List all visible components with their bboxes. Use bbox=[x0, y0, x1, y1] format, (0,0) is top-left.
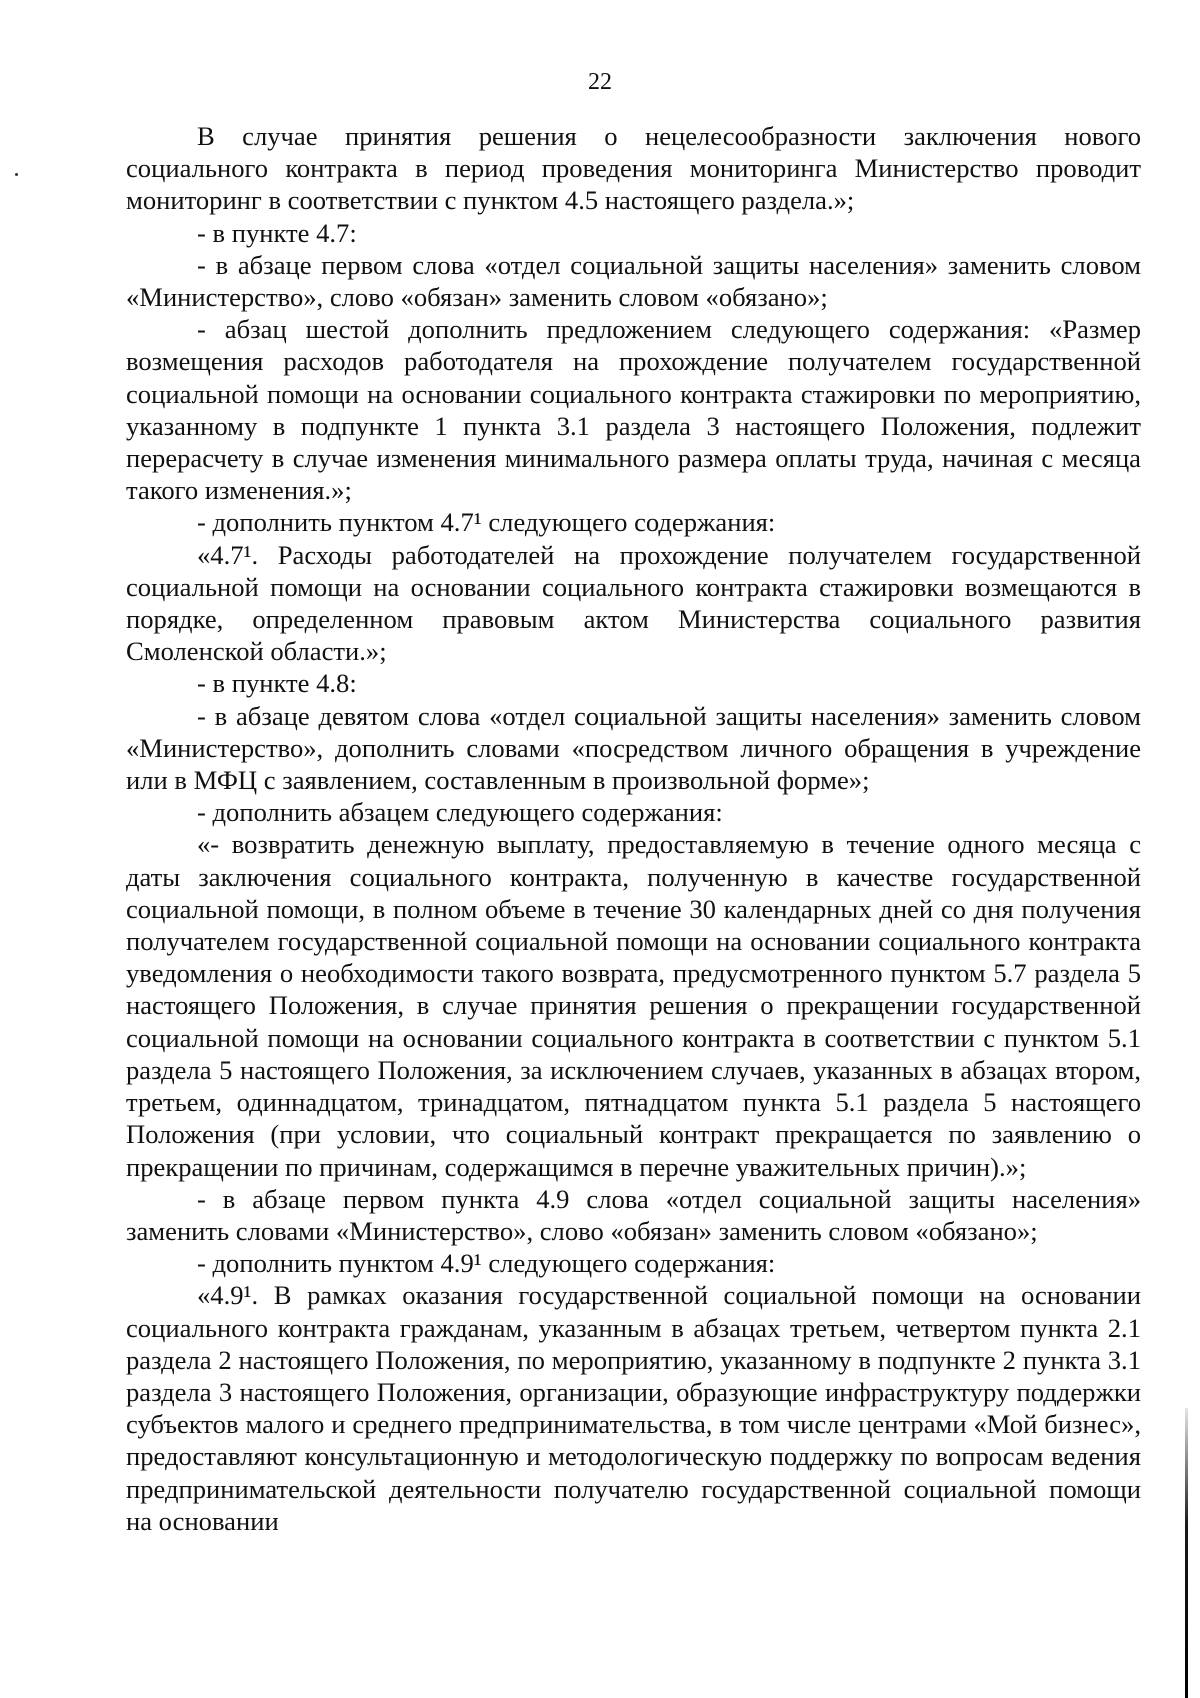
paragraph: - в пункте 4.8: bbox=[197, 668, 357, 699]
paragraph: - дополнить пунктом 4.7¹ следующего содержания: bbox=[197, 507, 776, 538]
paragraph: В случае принятия решения о нецелесообразности заключения нового социального контракта в период проведения мониторинга Министерство проводит мониторинг в соответствии с пунктом 4.5 настоящего раздела.»; bbox=[126, 121, 1141, 216]
paragraph: «- возвратить денежную выплату, предоставляемую в течение одного месяца с даты заключения социального контракта, полученную в качестве государственной социальной помощи, в полном объеме в течение 30 календарных дней со дня получения получателем государственной социальной помощи на основании социального контракта уведомления о необходимости такого возврата, предусмотренного пунктом 5.7 раздела 5 настоящего Положения, в случае принятия решения о прекращении государственной социальной помощи на основании социального контракта в соответствии с пунктом 5.1 раздела 5 настоящего Положения, за исключением случаев, указанных в абзацах втором, третьем, одиннадцатом, тринадцатом, пятнадцатом пункта 5.1 раздела 5 настоящего Положения (при условии, что социальный контракт прекращается по заявлению о прекращении по причинам, содержащимся в перечне уважительных причин).»; bbox=[126, 829, 1141, 1182]
page-number: 22 bbox=[588, 69, 612, 95]
paragraph: - в абзаце первом пункта 4.9 слова «отдел социальной защиты населения» заменить словами «Министерство», слово «обязан» заменить словом «обязано»; bbox=[126, 1183, 1141, 1246]
paragraph: «4.9¹. В рамках оказания государственной социальной помощи на основании социального контракта гражданам, указанным в абзацах третьем, четвертом пункта 2.1 раздела 2 настоящего Положения, по мероприятию, указанному в подпункте 2 пункта 3.1 раздела 3 настоящего Положения, организации, образующие инфраструктуру поддержки субъектов малого и среднего предпринимательства, в том числе центрами «Мой бизнес», предоставляют консультационную и методологическую поддержку по вопросам ведения предпринимательской деятельности получателю государственной социальной помощи на основании bbox=[126, 1280, 1141, 1536]
document-body bbox=[126, 120, 1141, 1537]
paragraph: - в абзаце первом слова «отдел социальной защиты населения» заменить словом «Министерство», слово «обязан» заменить словом «обязано»; bbox=[126, 249, 1141, 313]
paragraph: - дополнить абзацем следующего содержания: bbox=[197, 797, 723, 828]
paragraph: - абзац шестой дополнить предложением следующего содержания: «Размер возмещения расходов работодателя на прохождение получателем государственной социальной помощи на основании социального контракта стажировки по мероприятию, указанному в подпункте 1 пункта 3.1 раздела 3 настоящего Положения, подлежит перерасчету в случае изменения минимального размера оплаты труда, начиная с месяца такого изменения.»; bbox=[126, 314, 1141, 506]
paragraph: - в пункте 4.7: bbox=[197, 217, 357, 248]
paragraph: - в абзаце девятом слова «отдел социальной защиты населения» заменить словом «Министерство», дополнить словами «посредством личного обращения в учреждение или в МФЦ с заявлением, составленным в произвольной форме»; bbox=[126, 700, 1141, 796]
paragraph: - дополнить пунктом 4.9¹ следующего содержания: bbox=[197, 1248, 776, 1279]
scan-artifact-dot bbox=[15, 173, 18, 176]
scan-artifact-edge bbox=[1185, 1408, 1188, 1698]
paragraph: «4.7¹. Расходы работодателей на прохождение получателем государственной социальной помощи на основании социального контракта стажировки возмещаются в порядке, определенном правовым актом Министерства социального развития Смоленской области.»; bbox=[126, 539, 1141, 667]
